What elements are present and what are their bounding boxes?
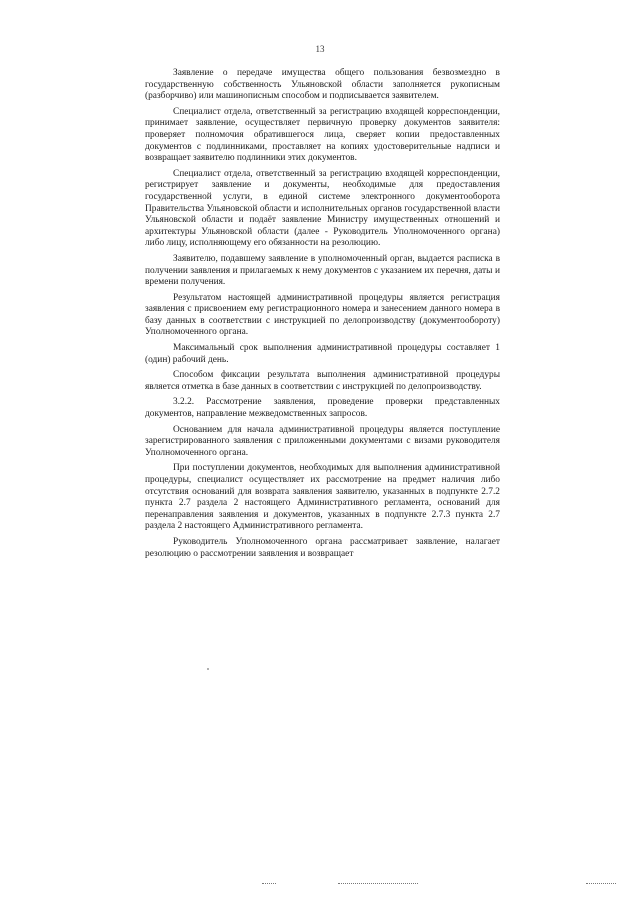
paragraph: Специалист отдела, ответственный за регистрацию входящей корреспонденции, регистрирует заявление и документы, необходимые для предоставления государственной услуги, в единой системе электронного документооборота Правительства Ульяновской области и исполнительных органов государственной власти Ульяновской области и подаёт заявление Министру имущественных отношений и архитектуры Ульяновской области (далее - Руководитель Уполномоченного органа) либо лицу, исполняющему его обязанности на резолюцию. [145, 168, 500, 249]
scan-edge-mark [338, 883, 418, 884]
paragraph: Способом фиксации результата выполнения административной процедуры является отметка в базе данных в соответствии с инструкцией по делопроизводству. [145, 370, 500, 392]
paragraph: Заявителю, подавшему заявление в уполномоченный орган, выдается расписка в получении заявления и прилагаемых к нему документов с указанием их перечня, даты и времени получения. [145, 253, 500, 288]
scan-edge-mark [586, 883, 616, 884]
scan-edge-marks [0, 883, 640, 889]
paragraph: Заявление о передаче имущества общего пользования безвозмездно в государственную собственность Ульяновской области заполняется рукописным (разборчиво) или машинописным способом и подписывается заявителем. [145, 68, 500, 102]
paragraph: Результатом настоящей административной процедуры является регистрация заявления с присвоением ему регистрационного номера и занесением данного номера в базу данных в соответствии с инструкцией по делопроизводству (документообороту) Уполномоченного органа. [145, 292, 500, 338]
scan-edge-mark [262, 883, 276, 884]
paragraph: 3.2.2. Рассмотрение заявления, проведение проверки представленных документов, направление межведомственных запросов. [145, 397, 500, 420]
paragraph: При поступлении документов, необходимых для выполнения административной процедуры, специалист осуществляет их рассмотрение на предмет наличия либо отсутствия оснований для возврата заявления заявителю, указанных в подпункте 2.7.2 пункта 2.7 раздела 2 настоящего Административного регламента, оснований для перенаправления заявления и документов, указанных в подпункте 2.7.3 пункта 2.7 раздела 2 настоящего Административного регламента. [145, 463, 500, 532]
paragraph: Максимальный срок выполнения административной процедуры составляет 1 (один) рабочий день. [145, 343, 500, 365]
paragraph: Основанием для начала административной процедуры является поступление зарегистрированного заявления с приложенными документами с визами руководителя Уполномоченного органа. [145, 424, 500, 458]
page-number: 13 [315, 44, 325, 54]
document-body [145, 68, 500, 564]
scan-artifact [207, 668, 209, 670]
paragraph: Руководитель Уполномоченного органа рассматривает заявление, налагает резолюцию о рассмотрении заявления и возвращает [145, 536, 500, 559]
paragraph: Специалист отдела, ответственный за регистрацию входящей корреспонденции, принимает заявление, осуществляет первичную проверку документов заявителя: проверяет полномочия обратившегося лица, сверяет копии предоставленных документов с подлинниками, проставляет на копиях удостоверительные надписи и возвращает заявителю подлинники этих документов. [145, 106, 500, 164]
